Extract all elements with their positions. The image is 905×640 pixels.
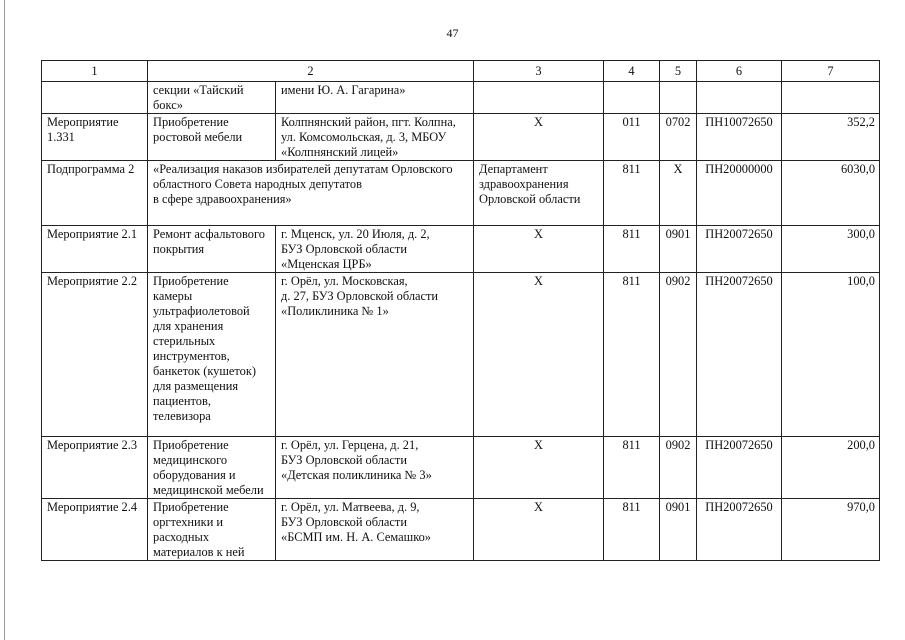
section-cell: 0902	[660, 273, 697, 437]
section-cell: X	[660, 161, 697, 226]
target-cell	[697, 82, 782, 114]
address-cell: г. Мценск, ул. 20 Июля, д. 2, БУЗ Орловской области «Мценская ЦРБ»	[276, 226, 474, 273]
amount-cell: 300,0	[782, 226, 880, 273]
code-cell: 811	[604, 161, 660, 226]
address-cell: Колпнянский район, пгт. Колпна, ул. Комсомольская, д. 3, МБОУ «Колпнянский лицей»	[276, 114, 474, 161]
event-cell: Мероприятие 2.1	[42, 226, 148, 273]
table-row	[42, 82, 880, 114]
department-cell: Департамент здравоохранения Орловской области	[474, 161, 604, 226]
table-row	[42, 499, 880, 561]
description-cell: «Реализация наказов избирателей депутатам Орловского областного Совета народных депутатов в сфере здравоохранения»	[148, 161, 474, 226]
description-cell: Ремонт асфальтового покрытия	[148, 226, 276, 273]
code-cell: 811	[604, 273, 660, 437]
target-cell: ПН20072650	[697, 226, 782, 273]
header-cell: 2	[148, 61, 474, 82]
description-cell: Приобретение оргтехники и расходных материалов к ней	[148, 499, 276, 561]
page-edge-line	[4, 0, 5, 640]
header-cell: 7	[782, 61, 880, 82]
header-cell: 5	[660, 61, 697, 82]
header-cell: 1	[42, 61, 148, 82]
table-row	[42, 273, 880, 437]
amount-cell: 200,0	[782, 437, 880, 499]
amount-cell	[782, 82, 880, 114]
address-cell: г. Орёл, ул. Герцена, д. 21, БУЗ Орловской области «Детская поликлиника № 3»	[276, 437, 474, 499]
description-cell: секции «Тайский бокс»	[148, 82, 276, 114]
event-cell: Мероприятие 1.331	[42, 114, 148, 161]
section-cell: 0901	[660, 499, 697, 561]
address-cell: г. Орёл, ул. Московская, д. 27, БУЗ Орловской области «Поликлиника № 1»	[276, 273, 474, 437]
code-cell: 811	[604, 226, 660, 273]
code-cell: 811	[604, 437, 660, 499]
table-row	[42, 161, 880, 226]
department-cell: X	[474, 499, 604, 561]
section-cell	[660, 82, 697, 114]
amount-cell: 6030,0	[782, 161, 880, 226]
target-cell: ПН20072650	[697, 273, 782, 437]
header-cell: 4	[604, 61, 660, 82]
department-cell: X	[474, 437, 604, 499]
amount-cell: 352,2	[782, 114, 880, 161]
department-cell: X	[474, 273, 604, 437]
code-cell: 011	[604, 114, 660, 161]
target-cell: ПН10072650	[697, 114, 782, 161]
section-cell: 0902	[660, 437, 697, 499]
code-cell	[604, 82, 660, 114]
department-cell	[474, 82, 604, 114]
code-cell: 811	[604, 499, 660, 561]
description-cell: Приобретение медицинского оборудования и медицинской мебели	[148, 437, 276, 499]
event-cell: Мероприятие 2.3	[42, 437, 148, 499]
event-cell: Подпрограмма 2	[42, 161, 148, 226]
department-cell: X	[474, 226, 604, 273]
table-row	[42, 226, 880, 273]
target-cell: ПН20072650	[697, 499, 782, 561]
description-cell: Приобретение ростовой мебели	[148, 114, 276, 161]
description-cell: Приобретение камеры ультрафиолетовой для хранения стерильных инструментов, банкеток (кушеток) для размещения пациентов, телевизора	[148, 273, 276, 437]
section-cell: 0702	[660, 114, 697, 161]
table-row	[42, 114, 880, 161]
budget-table	[41, 60, 880, 561]
address-cell: имени Ю. А. Гагарина»	[276, 82, 474, 114]
event-cell	[42, 82, 148, 114]
amount-cell: 970,0	[782, 499, 880, 561]
section-cell: 0901	[660, 226, 697, 273]
table-row	[42, 437, 880, 499]
event-cell: Мероприятие 2.4	[42, 499, 148, 561]
department-cell: X	[474, 114, 604, 161]
address-cell: г. Орёл, ул. Матвеева, д. 9, БУЗ Орловской области «БСМП им. Н. А. Семашко»	[276, 499, 474, 561]
event-cell: Мероприятие 2.2	[42, 273, 148, 437]
page-number: 47	[446, 26, 459, 40]
target-cell: ПН20072650	[697, 437, 782, 499]
header-cell: 6	[697, 61, 782, 82]
header-row	[42, 61, 880, 82]
target-cell: ПН20000000	[697, 161, 782, 226]
amount-cell: 100,0	[782, 273, 880, 437]
header-cell: 3	[474, 61, 604, 82]
